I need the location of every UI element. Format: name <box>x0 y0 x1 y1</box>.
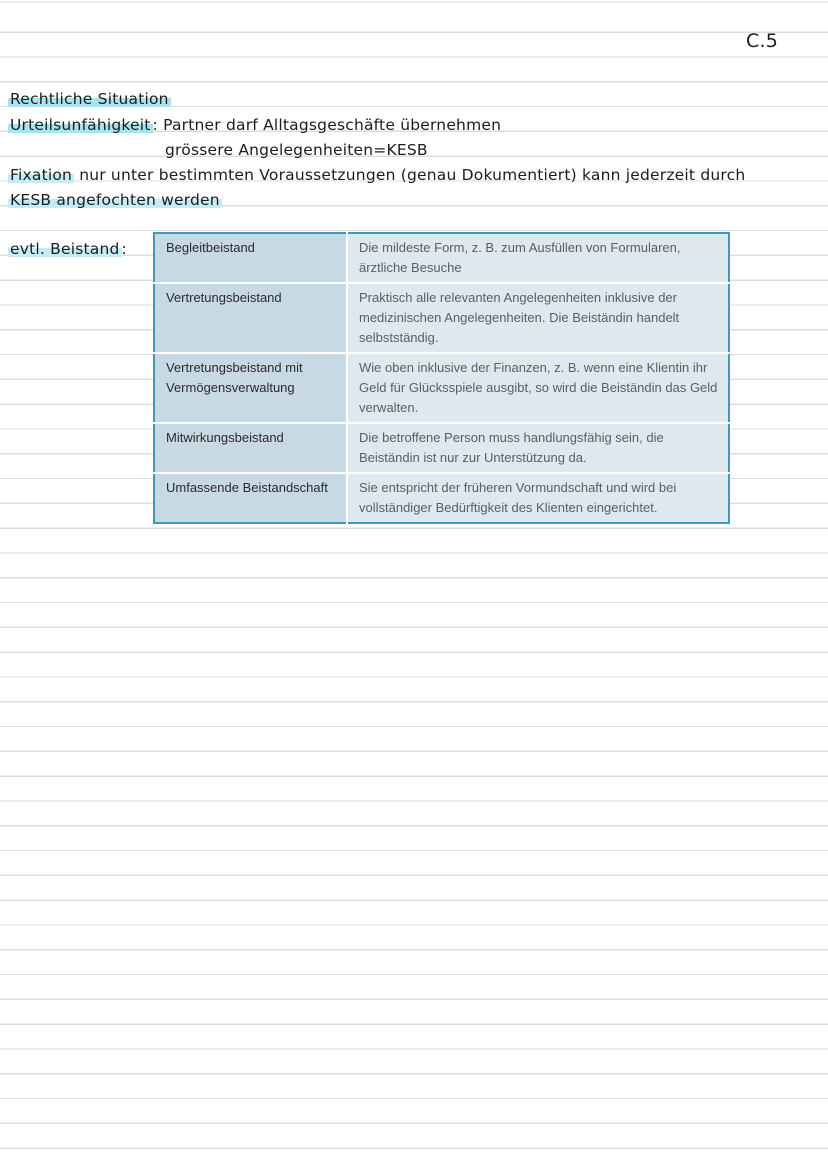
beistand-type: Umfassende Beistandschaft <box>154 473 347 523</box>
beistand-description: Die mildeste Form, z. B. zum Ausfüllen von Formularen, ärztliche Besuche <box>347 233 729 283</box>
page-number: C.5 <box>746 30 778 52</box>
beistand-label: evtl. Beistand <box>10 240 120 258</box>
fixation-line <box>8 166 745 184</box>
beistand-table <box>153 232 730 524</box>
table-row <box>154 353 729 423</box>
beistand-type: Mitwirkungsbeistand <box>154 423 347 473</box>
beistand-type: Vertretungsbeistand <box>154 283 347 353</box>
beistand-type: Begleitbeistand <box>154 233 347 283</box>
fixation-line-2-text: KESB angefochten werden <box>10 191 220 209</box>
table-row <box>154 233 729 283</box>
fixation-line-2 <box>8 191 222 209</box>
beistand-description: Die betroffene Person muss handlungsfähig sein, die Beiständin ist nur zur Unterstützung da. <box>347 423 729 473</box>
urteil-line-2: grössere Angelegenheiten=KESB <box>165 141 428 159</box>
beistand-line <box>8 240 127 258</box>
urteil-line <box>8 116 501 134</box>
beistand-description: Praktisch alle relevanten Angelegenheiten inklusive der medizinischen Angelegenheiten. Die Beiständin handelt selbstständig. <box>347 283 729 353</box>
beistand-type: Vertretungsbeistand mit Vermögensverwaltung <box>154 353 347 423</box>
fixation-word: Fixation <box>10 166 73 184</box>
beistand-description: Sie entspricht der früheren Vormundschaft und wird bei vollständiger Bedürftigkeit des Klienten eingerichtet. <box>347 473 729 523</box>
heading-text: Rechtliche Situation <box>10 90 169 108</box>
urteil-text: Partner darf Alltagsgeschäfte übernehmen <box>163 116 502 134</box>
beistand-description: Wie oben inklusive der Finanzen, z. B. wenn eine Klientin ihr Geld für Glücksspiele ausgibt, so wird die Beiständin das Geld verwalten. <box>347 353 729 423</box>
fixation-rest: nur unter bestimmten Voraussetzungen (genau Dokumentiert) kann jederzeit durch <box>74 166 746 184</box>
table-row <box>154 423 729 473</box>
urteil-colon: : <box>152 116 158 134</box>
section-heading <box>8 90 171 108</box>
urteil-label: Urteilsunfähigkeit <box>10 116 151 134</box>
table-row <box>154 283 729 353</box>
beistand-colon: : <box>121 240 127 258</box>
table-row <box>154 473 729 523</box>
